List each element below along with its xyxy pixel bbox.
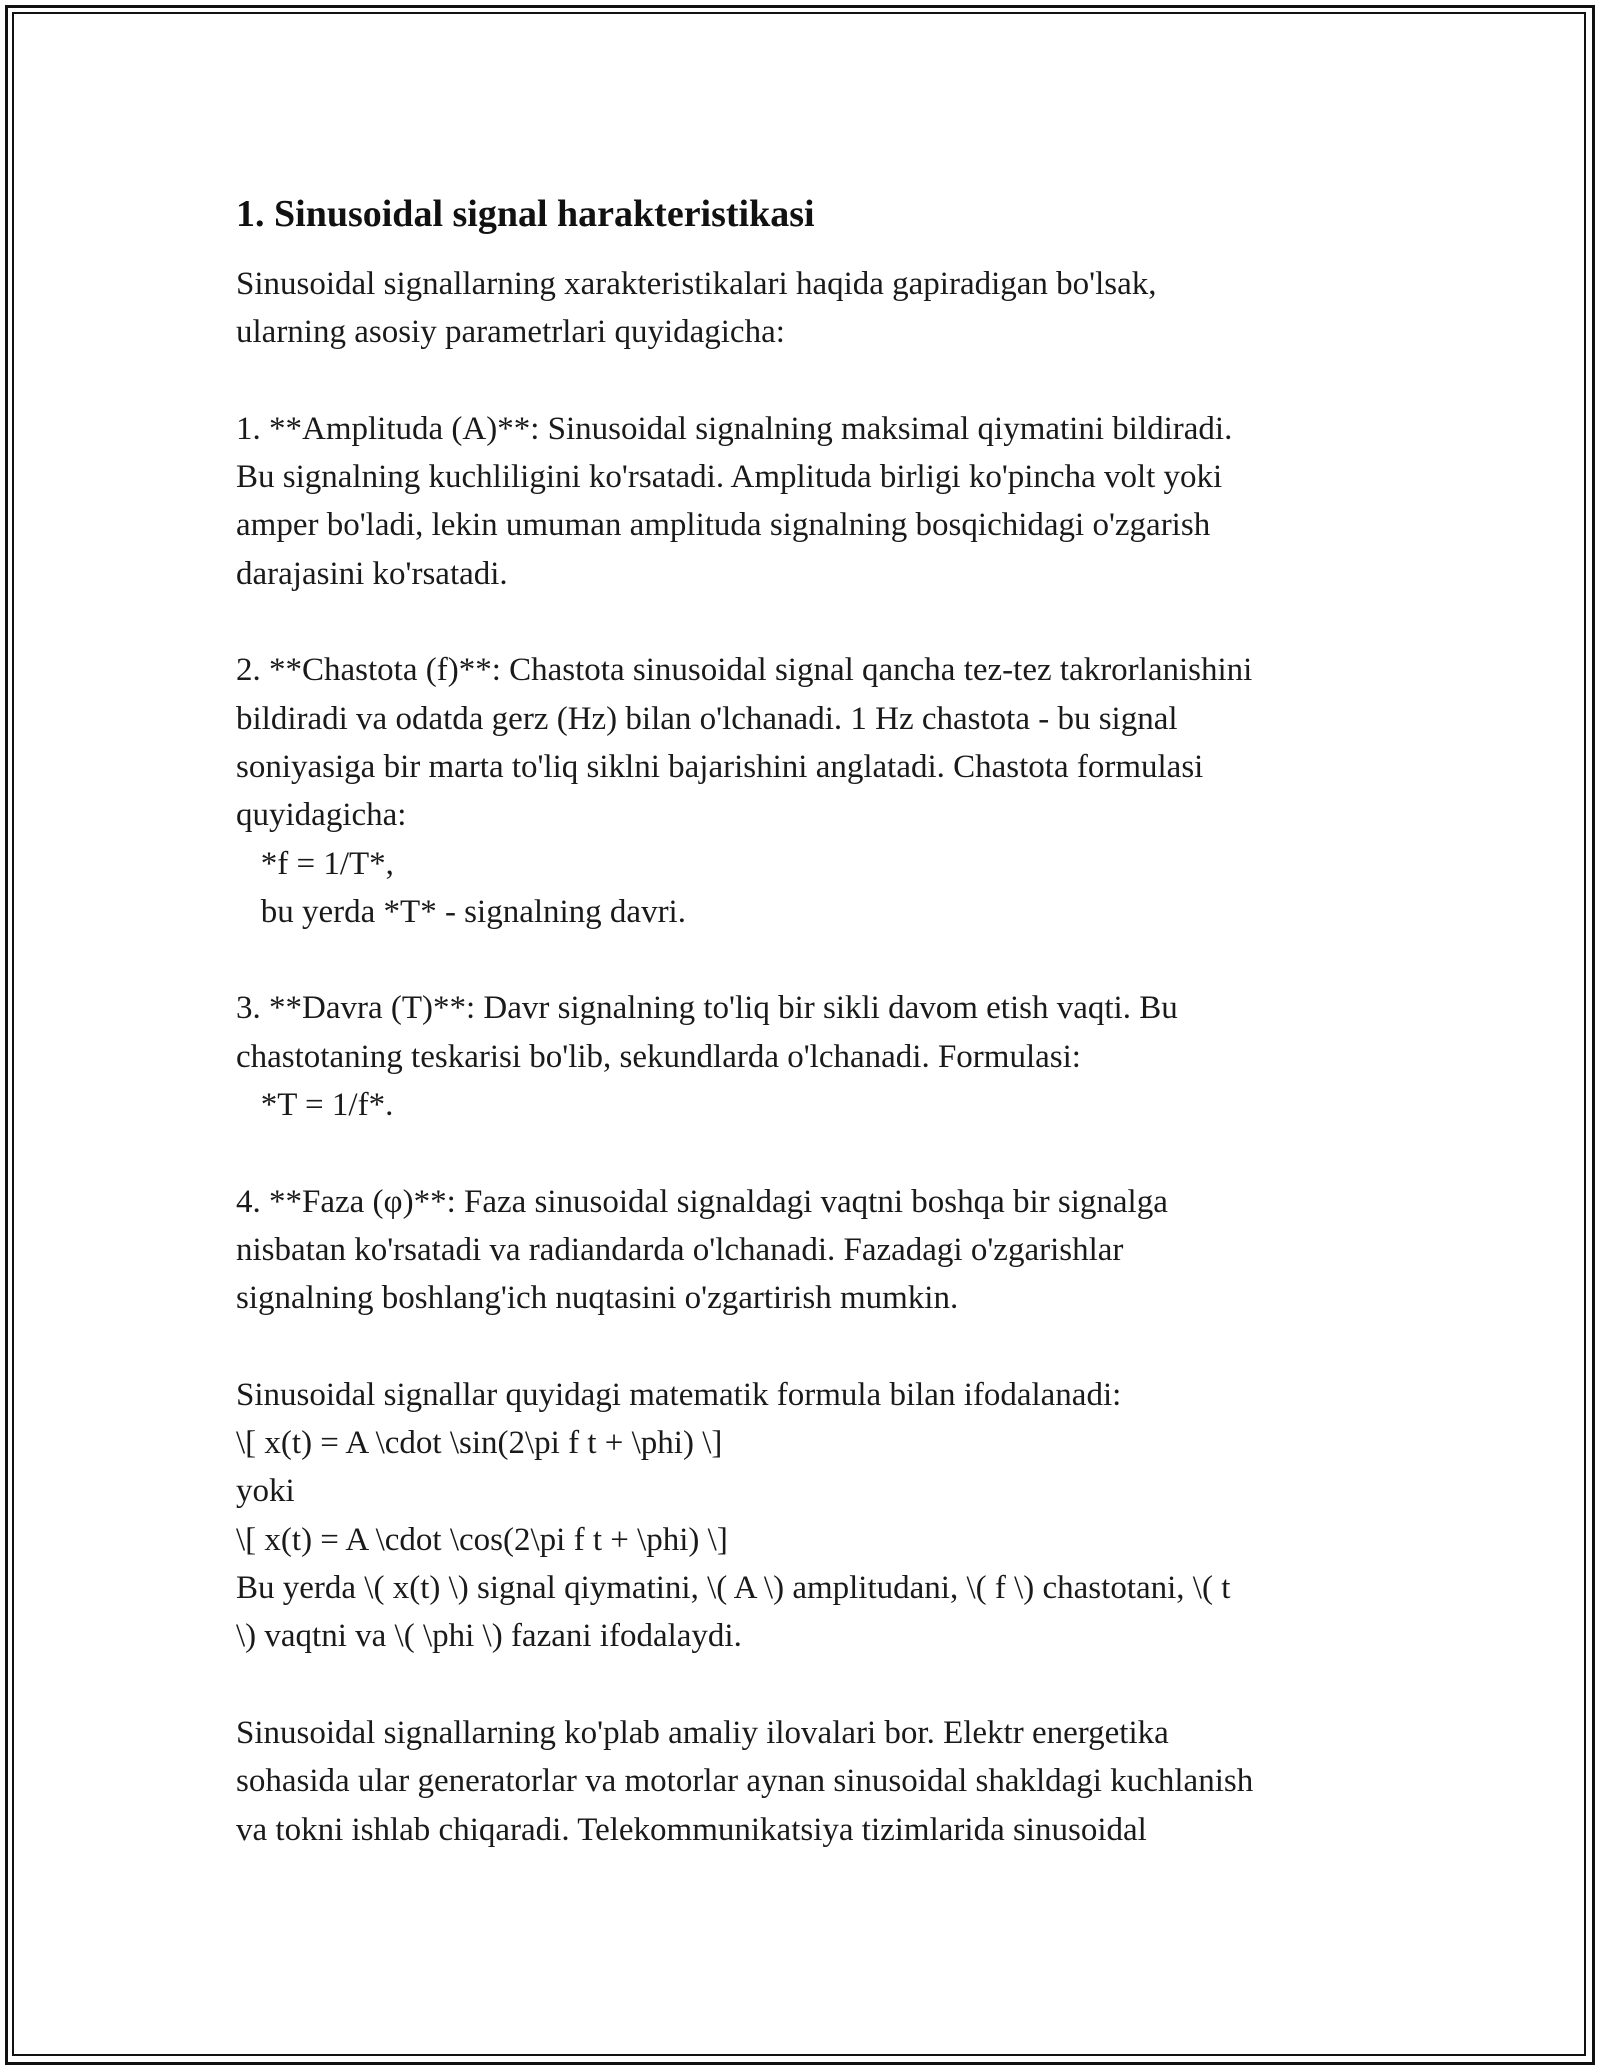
text-line: chastotaning teskarisi bo'lib, sekundlarda o'lchanadi. Formulasi:: [236, 1038, 1081, 1075]
text-line: bildiradi va odatda gerz (Hz) bilan o'lchanadi. 1 Hz chastota - bu signal: [236, 700, 1178, 737]
text-line: *T = 1/f*.: [236, 1087, 394, 1124]
blank-line: [236, 357, 1386, 405]
text-line: amper bo'ladi, lekin umuman amplituda signalning bosqichidagi o'zgarish: [236, 507, 1211, 544]
text-line: 1. **Amplituda (A)**: Sinusoidal signalning maksimal qiymatini bildiradi.: [236, 410, 1233, 447]
blank-line: [236, 1129, 1386, 1177]
text-line: Sinusoidal signallar quyidagi matematik formula bilan ifodalanadi:: [236, 1376, 1122, 1413]
text-line: \[ x(t) = A \cdot \sin(2\pi f t + \phi) \]: [236, 1425, 723, 1462]
text-line: bu yerda *T* - signalning davri.: [236, 893, 686, 930]
text-line: 2. **Chastota (f)**: Chastota sinusoidal signal qancha tez-tez takrorlanishini: [236, 652, 1253, 689]
text-line: quyidagicha:: [236, 797, 407, 834]
blank-line: [236, 1661, 1386, 1709]
text-line: soniyasiga bir marta to'liq siklni bajarishini anglatadi. Chastota formulasi: [236, 748, 1204, 785]
text-line: 3. **Davra (T)**: Davr signalning to'liq bir sikli davom etish vaqti. Bu: [236, 990, 1178, 1027]
text-line: \) vaqtni va \( \phi \) fazani ifodalaydi.: [236, 1618, 742, 1655]
text-line: va tokni ishlab chiqaradi. Telekommunikatsiya tizimlarida sinusoidal: [236, 1811, 1147, 1848]
text-line: sohasida ular generatorlar va motorlar aynan sinusoidal shakldagi kuchlanish: [236, 1763, 1254, 1800]
blank-line: [236, 936, 1386, 984]
text-line: Sinusoidal signallarning ko'plab amaliy ilovalari bor. Elektr energetika: [236, 1714, 1169, 1751]
text-line: Bu signalning kuchliligini ko'rsatadi. Amplituda birligi ko'pincha volt yoki: [236, 459, 1223, 496]
document-body: [236, 260, 1386, 1854]
blank-line: [236, 598, 1386, 646]
text-line: ularning asosiy parametrlari quyidagicha:: [236, 314, 785, 351]
text-line: signalning boshlang'ich nuqtasini o'zgartirish mumkin.: [236, 1280, 959, 1317]
text-line: Bu yerda \( x(t) \) signal qiymatini, \( A \) amplitudani, \( f \) chastotani, \( t: [236, 1570, 1231, 1607]
document-page: [236, 182, 1386, 1854]
text-line: darajasini ko'rsatadi.: [236, 555, 508, 592]
text-line: *f = 1/T*,: [236, 845, 394, 882]
text-line: yoki: [236, 1473, 295, 1510]
text-line: 4. **Faza (φ)**: Faza sinusoidal signaldagi vaqtni boshqa bir signalga: [236, 1183, 1168, 1220]
section-heading: 1. Sinusoidal signal harakteristikasi: [236, 193, 815, 235]
text-line: Sinusoidal signallarning xarakteristikalari haqida gapiradigan bo'lsak,: [236, 266, 1157, 302]
blank-line: [236, 1323, 1386, 1371]
text-line: nisbatan ko'rsatadi va radiandarda o'lchanadi. Fazadagi o'zgarishlar: [236, 1231, 1124, 1268]
text-line: \[ x(t) = A \cdot \cos(2\pi f t + \phi) \]: [236, 1521, 728, 1558]
